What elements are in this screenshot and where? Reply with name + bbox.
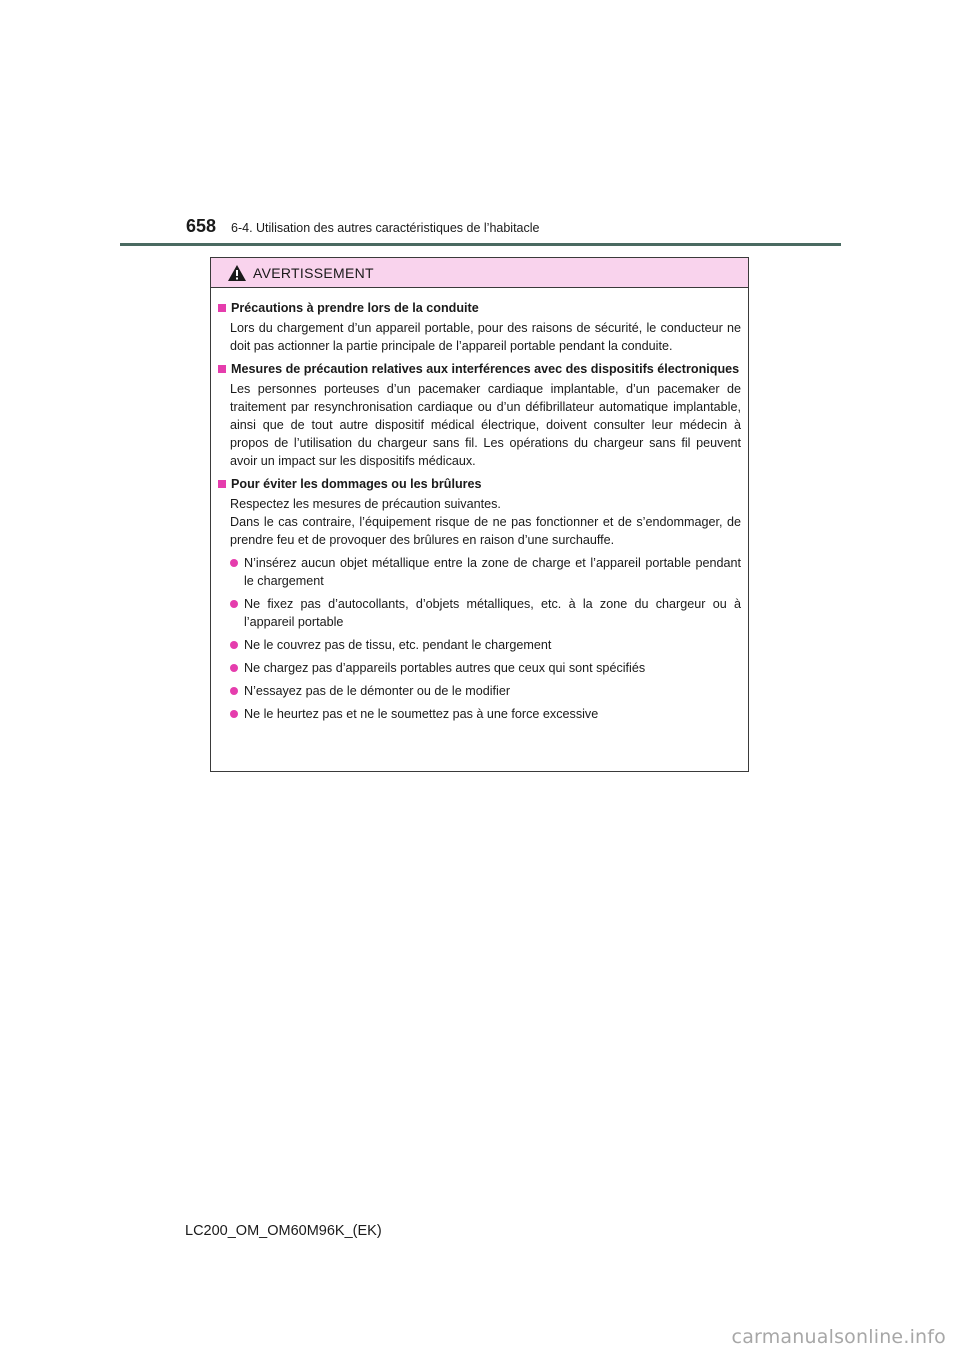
section-paragraph: Lors du chargement d’un appareil portable, pour des raisons de sécurité, le conducteur ne doit pas actionner la partie principale de l’appareil portable pendant la conduite.	[230, 321, 741, 353]
document-code: LC200_OM_OM60M96K_(EK)	[185, 1223, 382, 1239]
section-title: 6-4. Utilisation des autres caractéristiques de l’habitacle	[231, 221, 540, 235]
page-number: 658	[186, 216, 217, 236]
list-item-text: N’essayez pas de le démonter ou de le modifier	[244, 684, 511, 698]
list-item	[230, 636, 741, 654]
round-bullet-icon	[230, 687, 238, 695]
warning-triangle-icon	[227, 264, 247, 282]
list-item	[230, 595, 741, 631]
list-item-text: Ne fixez pas d’autocollants, d’objets métalliques, etc. à la zone du chargeur ou à l’appareil portable	[244, 597, 741, 629]
round-bullet-icon	[230, 710, 238, 718]
round-bullet-icon	[230, 664, 238, 672]
section-heading: Pour éviter les dommages ou les brûlures	[231, 477, 482, 491]
list-item-text: Ne le heurtez pas et ne le soumettez pas à une force excessive	[244, 707, 599, 721]
warning-header	[211, 258, 748, 288]
round-bullet-icon	[230, 641, 238, 649]
section-paragraph: Dans le cas contraire, l’équipement risque de ne pas fonctionner et de s’endommager, de prendre feu et de provoquer des brûlures en raison d’une surchauffe.	[230, 515, 741, 547]
warning-box	[210, 257, 749, 772]
list-item	[230, 659, 741, 677]
list-item	[230, 554, 741, 590]
warning-section	[217, 475, 741, 723]
square-bullet-icon	[218, 480, 226, 488]
warning-body	[211, 288, 748, 723]
section-paragraph: Les personnes porteuses d’un pacemaker cardiaque implantable, d’un pacemaker de traitement par resynchronisation cardiaque ou d’un défibrillateur automatique implantable, ainsi que de tout autre dispositif médical électrique, doivent consulter leur médecin à propos de l’utilisation du chargeur sans fil. Les opérations du chargeur sans fil peuvent avoir un impact sur les dispositifs médicaux.	[230, 382, 741, 468]
section-heading: Précautions à prendre lors de la conduite	[231, 301, 479, 315]
warning-section	[217, 360, 741, 470]
section-heading: Mesures de précaution relatives aux interférences avec des dispositifs électroniques	[231, 362, 740, 376]
list-item-text: Ne le couvrez pas de tissu, etc. pendant le chargement	[244, 638, 552, 652]
square-bullet-icon	[218, 365, 226, 373]
list-item-text: Ne chargez pas d’appareils portables autres que ceux qui sont spécifiés	[244, 661, 646, 675]
round-bullet-icon	[230, 559, 238, 567]
header-rule	[120, 243, 841, 246]
list-item	[230, 705, 741, 723]
list-item	[230, 682, 741, 700]
square-bullet-icon	[218, 304, 226, 312]
list-item-text: N’insérez aucun objet métallique entre la zone de charge et l’appareil portable pendant le chargement	[244, 556, 741, 588]
warning-section	[217, 299, 741, 355]
section-paragraph: Respectez les mesures de précaution suivantes.	[230, 497, 501, 511]
round-bullet-icon	[230, 600, 238, 608]
watermark-link[interactable]: carmanualsonline.info	[731, 1326, 946, 1348]
warning-title: AVERTISSEMENT	[253, 264, 374, 281]
